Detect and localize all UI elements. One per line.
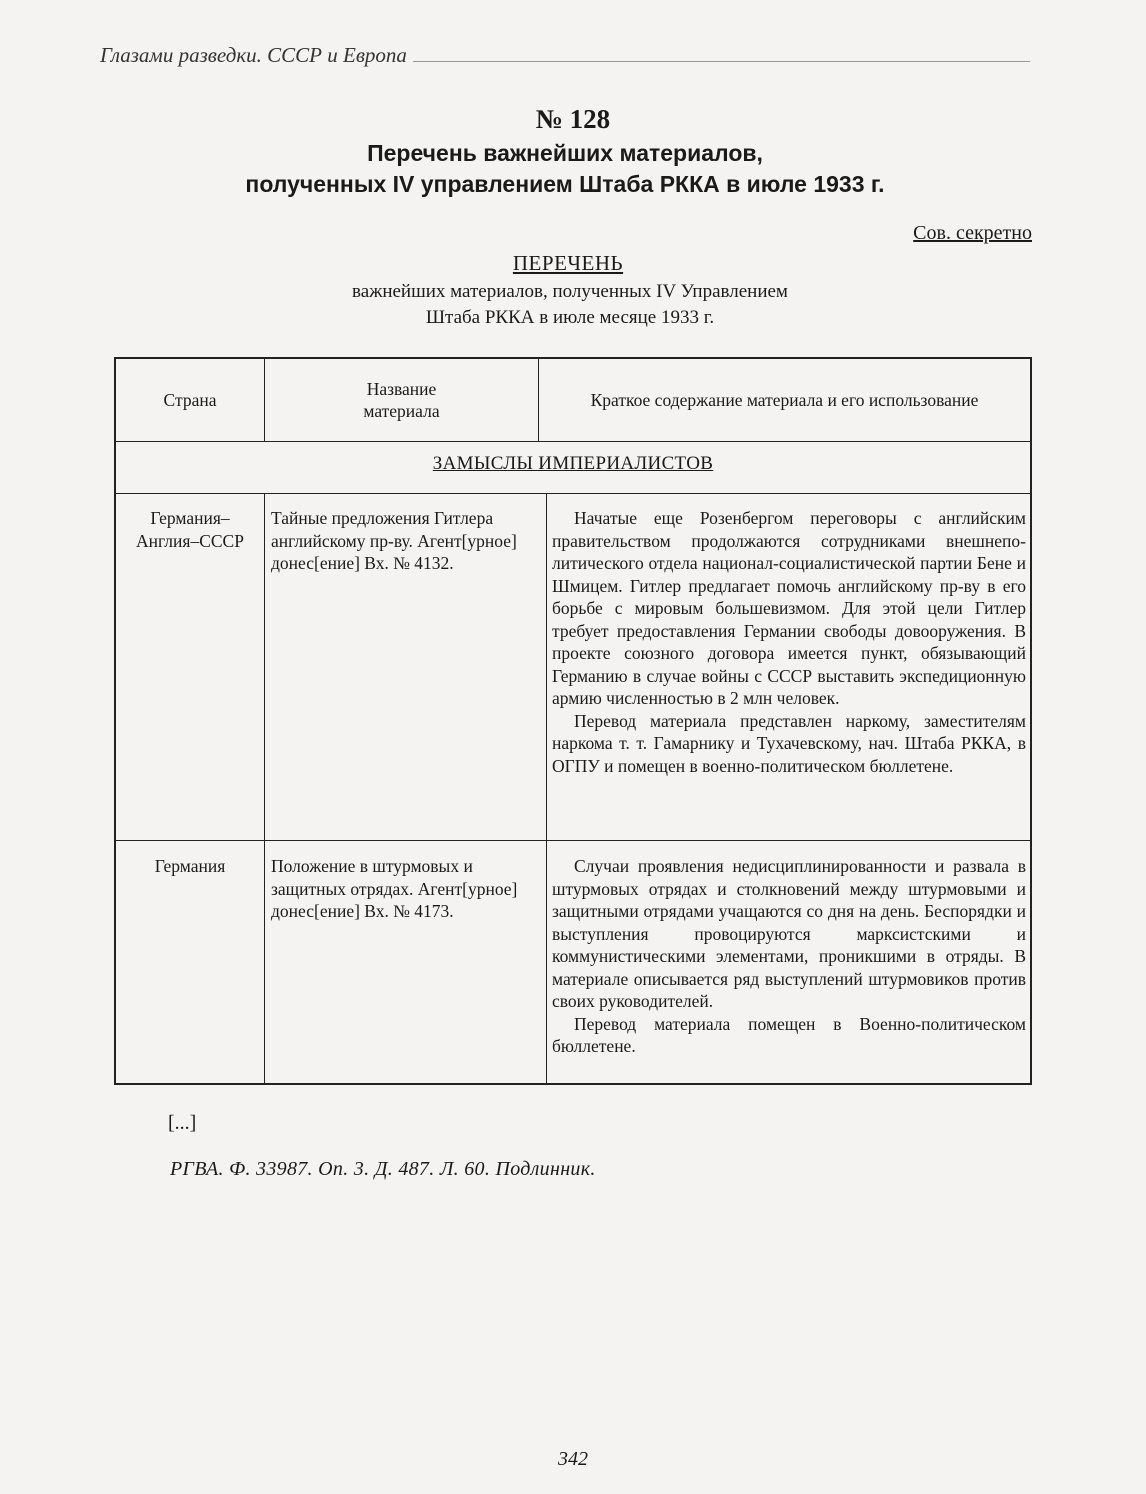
document-number: № 128 bbox=[535, 104, 611, 134]
header-material-line-1: Название bbox=[366, 379, 437, 399]
row-2-country bbox=[120, 855, 260, 878]
running-head bbox=[100, 38, 1030, 68]
materials-table bbox=[114, 357, 1032, 1085]
document-title bbox=[100, 138, 1030, 200]
classification-mark: Сов. секретно bbox=[913, 222, 1032, 244]
list-subtitle-line-2: Штаба РККА в июле месяце 1933 г. bbox=[425, 307, 715, 328]
row-1-summary-paragraph-1: Начатые еще Розенбергом переговоры с английским правительством продолжаются сотрудниками внешнеполитического отдела национал-социалистической партии Бене и Шмицем. Гитлер предлагает помочь английскому пр-ву в его борьбе с мировым большевизмом. Для этой цели Гитлер требует предоставления Германии свободы довооружения. В проекте союзного договора имеется пункт, обязывающий Германию в случае войны с СССР выставить экспедиционную армию численностью в 2 млн человек. bbox=[552, 508, 1026, 708]
header-material bbox=[265, 359, 538, 441]
row-1-summary-paragraph-2: Перевод материала представлен наркому, заместителям наркома т. т. Гамарнику и Тухачевскому, нач. Штаба РККА, в ОГПУ и помещен в военно-политическом бюллетене. bbox=[552, 710, 1026, 776]
document-title-line-1: Перечень важнейших материалов, bbox=[367, 140, 763, 166]
table-rule-section-bottom bbox=[116, 493, 1030, 494]
table-rule-col2-body bbox=[546, 493, 547, 1083]
row-2-summary-paragraph-1: Случаи проявления недисциплинированности и развала в штурмовых отрядах и столкновений между штурмовыми и защитными отрядами учащаются со дня на день. Беспорядки и выступления провоцируются марксистскими и коммунистическими элементами, проникшими в отряды. В материале описывается ряд выступлений штурмовиков против своих руководителей. bbox=[552, 856, 1026, 1011]
row-2-summary-paragraph-2: Перевод материала помещен в Военно-политическом бюллетене. bbox=[552, 1013, 1026, 1056]
table-rule-header-bottom bbox=[116, 441, 1030, 442]
archive-source: РГВА. Ф. 33987. Оп. 3. Д. 487. Л. 60. Подлинник. bbox=[170, 1158, 596, 1180]
running-head-rule bbox=[413, 61, 1030, 62]
table-rule-col1-body bbox=[264, 493, 265, 1083]
row-1-summary bbox=[552, 507, 1026, 777]
running-head-title: Глазами разведки. СССР и Европа bbox=[100, 43, 407, 67]
header-country: Страна bbox=[163, 390, 217, 410]
row-2-summary bbox=[552, 855, 1026, 1058]
row-2-country-line-1: Германия bbox=[154, 856, 226, 876]
page-number: 342 bbox=[558, 1448, 588, 1470]
row-1-country-line-1: Германия– bbox=[150, 508, 230, 528]
header-summary: Краткое содержание материала и его использование bbox=[590, 390, 979, 410]
omission-mark: [...] bbox=[168, 1112, 197, 1134]
document-title-line-2: полученных IV управлением Штаба РККА в июле 1933 г. bbox=[245, 171, 885, 197]
row-1-country-line-2: Англия–СССР bbox=[136, 530, 244, 551]
list-subtitle bbox=[300, 279, 840, 331]
row-1-country bbox=[120, 507, 260, 552]
header-material-line-2: материала bbox=[363, 401, 440, 421]
list-heading: ПЕРЕЧЕНЬ bbox=[512, 251, 624, 275]
section-heading: ЗАМЫСЛЫ ИМПЕРИАЛИСТОВ bbox=[432, 453, 714, 474]
list-subtitle-line-1: важнейших материалов, полученных IV Управлением bbox=[352, 281, 788, 302]
row-1-material: Тайные предложения Гитлера английскому пр-ву. Агент[урное] донес[ение] Вх. № 4132. bbox=[271, 508, 517, 573]
row-2-material: Положение в штурмовых и защитных отрядах. Агент[урное] донес[ение] Вх. № 4173. bbox=[271, 856, 518, 921]
table-rule-row1-bottom bbox=[116, 840, 1030, 841]
